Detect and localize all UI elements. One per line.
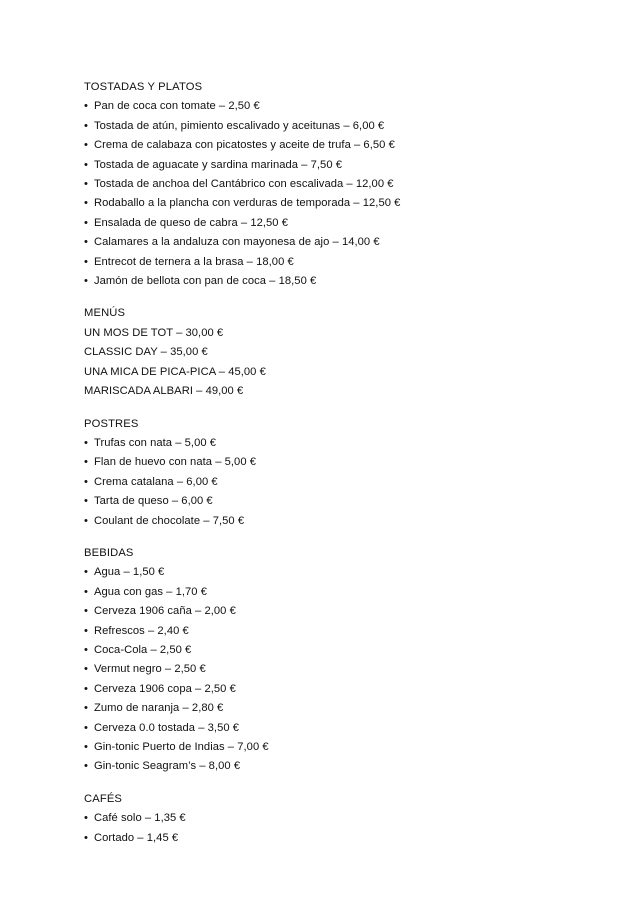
- bullet-icon: •: [84, 702, 88, 715]
- menu-section-bebidas: [84, 544, 640, 777]
- item-list-cafes: [84, 809, 640, 848]
- menu-item-text: Café solo – 1,35 €: [94, 812, 186, 825]
- menu-section-menus: [84, 304, 640, 401]
- bullet-icon: •: [84, 475, 88, 488]
- menu-item-text: Trufas con nata – 5,00 €: [94, 436, 217, 449]
- menu-item: [84, 136, 640, 155]
- menu-item-text: CLASSIC DAY – 35,00 €: [84, 346, 208, 359]
- menu-item: [84, 492, 640, 511]
- section-heading-cafes: CAFÉS: [84, 792, 123, 805]
- bullet-icon: •: [84, 236, 88, 249]
- bullet-icon: •: [84, 741, 88, 753]
- bullet-icon: •: [84, 216, 88, 229]
- menu-item: [84, 473, 640, 492]
- menu-item: [84, 194, 640, 213]
- menu-item-text: Tostada de anchoa del Cantábrico con escalivada – 12,00 €: [94, 178, 394, 191]
- menu-item-text: MARISCADA ALBARI – 49,00 €: [84, 385, 244, 398]
- bullet-icon: •: [84, 119, 88, 132]
- bullet-icon: •: [84, 605, 88, 618]
- bullet-icon: •: [84, 663, 88, 676]
- menu-item: [84, 641, 640, 660]
- menu-section-postres: [84, 415, 640, 531]
- bullet-icon: •: [84, 812, 88, 825]
- bullet-icon: •: [84, 514, 88, 527]
- menu-item: [84, 699, 640, 718]
- item-list-bebidas: [84, 563, 640, 776]
- bullet-icon: •: [84, 275, 88, 288]
- menu-item-text: Tostada de aguacate y sardina marinada – 7,50 €: [94, 158, 343, 171]
- bullet-icon: •: [84, 585, 88, 598]
- menu-item: [84, 680, 640, 699]
- menu-item: [84, 324, 640, 343]
- menu-item: [84, 214, 640, 233]
- menu-item: [84, 809, 640, 828]
- menu-item: [84, 563, 640, 582]
- menu-item-text: Cortado – 1,45 €: [94, 831, 179, 844]
- menu-item-text: Jamón de bellota con pan de coca – 18,50 €: [94, 275, 317, 288]
- bullet-icon: •: [84, 643, 88, 656]
- menu-item-text: Crema catalana – 6,00 €: [94, 475, 218, 488]
- menu-item-text: Zumo de naranja – 2,80 €: [94, 702, 224, 715]
- menu-item-text: Flan de huevo con nata – 5,00 €: [94, 456, 257, 469]
- menu-item: [84, 829, 640, 848]
- item-list-tostadas-y-platos: [84, 97, 640, 291]
- section-heading-menus: MENÚS: [84, 307, 126, 320]
- bullet-icon: •: [84, 255, 88, 268]
- menu-item: [84, 622, 640, 641]
- section-heading-postres: POSTRES: [84, 417, 139, 430]
- menu-item-text: Gin-tonic Seagram’s – 8,00 €: [94, 760, 241, 773]
- bullet-icon: •: [84, 682, 88, 695]
- bullet-icon: •: [84, 721, 88, 734]
- menu-section-cafes: [84, 790, 640, 848]
- menu-item: [84, 719, 640, 738]
- menu-item: [84, 97, 640, 116]
- menu-item: [84, 343, 640, 362]
- bullet-icon: •: [84, 436, 88, 449]
- bullet-icon: •: [84, 456, 88, 469]
- menu-item: [84, 583, 640, 602]
- menu-item-text: Coulant de chocolate – 7,50 €: [94, 514, 245, 527]
- menu-item: [84, 738, 640, 757]
- menu-item-text: Pan de coca con tomate – 2,50 €: [94, 100, 260, 113]
- bullet-icon: •: [84, 624, 88, 637]
- menu-item: [84, 512, 640, 531]
- menu-item-text: Tarta de queso – 6,00 €: [94, 495, 213, 508]
- menu-item-text: Agua – 1,50 €: [94, 566, 165, 579]
- menu-item-text: Gin-tonic Puerto de Indias – 7,00 €: [94, 741, 269, 753]
- bullet-icon: •: [84, 139, 88, 152]
- menu-section-tostadas-y-platos: [84, 78, 640, 291]
- menu-item-text: Coca-Cola – 2,50 €: [94, 643, 192, 656]
- bullet-icon: •: [84, 495, 88, 508]
- section-heading-bebidas: BEBIDAS: [84, 546, 134, 559]
- menu-item: [84, 233, 640, 252]
- menu-item-text: Ensalada de queso de cabra – 12,50 €: [94, 216, 289, 229]
- menu-item: [84, 253, 640, 272]
- menu-item-text: Vermut negro – 2,50 €: [94, 663, 206, 676]
- menu-item: [84, 660, 640, 679]
- menu-item-text: Entrecot de ternera a la brasa – 18,00 €: [94, 255, 294, 268]
- menu-item-text: UNA MICA DE PICA-PICA – 45,00 €: [84, 365, 266, 378]
- menu-item: [84, 382, 640, 401]
- menu-item-text: Rodaballo a la plancha con verduras de temporada – 12,50 €: [94, 197, 401, 210]
- bullet-icon: •: [84, 566, 88, 579]
- bullet-icon: •: [84, 178, 88, 191]
- menu-item-text: Cerveza 1906 caña – 2,00 €: [94, 605, 236, 618]
- menu-item: [84, 602, 640, 621]
- item-list-menus: [84, 324, 640, 402]
- menu-item-text: Calamares a la andaluza con mayonesa de ajo – 14,00 €: [94, 236, 380, 249]
- bullet-icon: •: [84, 100, 88, 113]
- menu-item-text: Crema de calabaza con picatostes y aceite de trufa – 6,50 €: [94, 139, 395, 152]
- menu-item-text: Cerveza 1906 copa – 2,50 €: [94, 682, 236, 695]
- bullet-icon: •: [84, 760, 88, 773]
- menu-item: [84, 434, 640, 453]
- menu-item: [84, 363, 640, 382]
- menu-item: [84, 757, 640, 776]
- menu-item: [84, 453, 640, 472]
- section-heading-tostadas-y-platos: TOSTADAS Y PLATOS: [84, 81, 203, 93]
- menu-item: [84, 117, 640, 136]
- menu-item-text: Tostada de atún, pimiento escalivado y aceitunas – 6,00 €: [94, 119, 385, 132]
- menu-item: [84, 175, 640, 194]
- bullet-icon: •: [84, 831, 88, 844]
- bullet-icon: •: [84, 158, 88, 171]
- item-list-postres: [84, 434, 640, 531]
- menu-sections-container: [84, 78, 640, 848]
- menu-item-text: Agua con gas – 1,70 €: [94, 585, 208, 598]
- menu-item-text: UN MOS DE TOT – 30,00 €: [84, 326, 224, 339]
- bullet-icon: •: [84, 197, 88, 210]
- menu-item-text: Refrescos – 2,40 €: [94, 624, 189, 637]
- menu-item: [84, 156, 640, 175]
- menu-item-text: Cerveza 0.0 tostada – 3,50 €: [94, 721, 240, 734]
- menu-item: [84, 272, 640, 291]
